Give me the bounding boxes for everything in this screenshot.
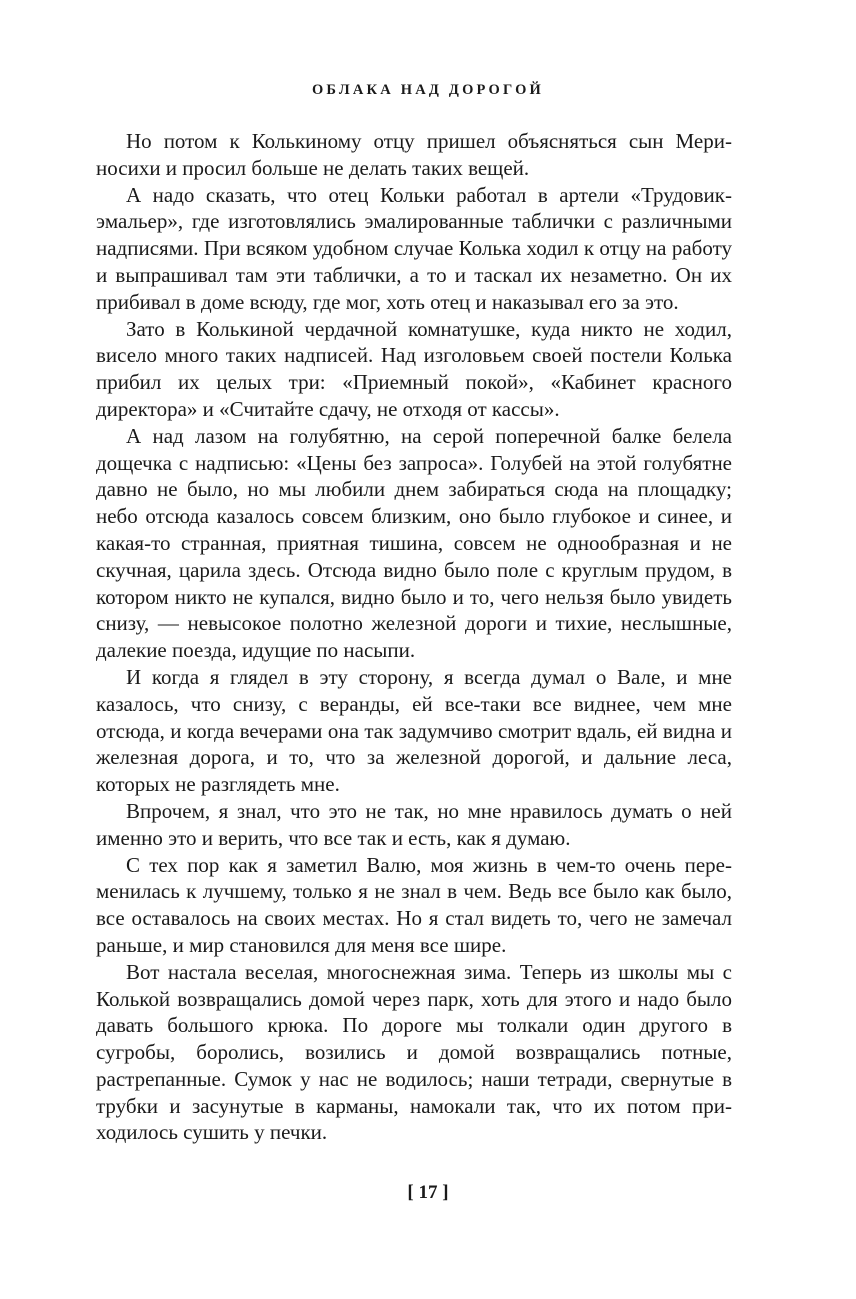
running-title: ОБЛАКА НАД ДОРОГОЙ [311,82,545,98]
paragraph: С тех пор как я заметил Валю, моя жизнь в чем-то очень переменилась к лучшему, только я не знал в чем. Ведь все было как было, все оставалось на своих местах. Но я стал видеть то, чего не замечал раньше, и мир становился для меня все шире. [96,852,732,957]
body-text [96,128,732,1146]
paragraph: Зато в Колькиной чердачной комнатушке, куда никто не ходил, висело много таких надписей. Над изголовьем своей постели Колька прибил их целых три: «Приемный покой», «Кабинет красного директора» и «Считайте сдачу, не отходя от кассы». [96,316,732,421]
paragraph: А над лазом на голубятню, на серой поперечной балке белела дощечка с надписью: «Цены без запроса». Голубей на этой голубятне давно не было, но мы любили днем забираться сюда на площадку; небо отсюда казалось совсем близким, оно было глубокое и синее, и какая-то странная, приятная тишина, совсем не однообразная и не скучная, царила здесь. Отсюда видно было поле с круглым прудом, в котором никто не купался, видно было и то, чего нельзя было увидеть снизу, — невысокое полотно железной дороги и тихие, неслышные, далекие поезда, идущие по насыпи. [96,423,732,663]
paragraph: И когда я глядел в эту сторону, я всегда думал о Вале, и мне казалось, что снизу, с веранды, ей все-таки все виднее, чем мне отсюда, и когда вечерами она так задумчиво смотрит вдаль, ей видна и железная дорога, и то, что за железной дорогой, и дальние леса, которых не разглядеть мне. [96,664,732,797]
paragraph: Вот настала веселая, многоснежная зима. Теперь из школы мы с Колькой возвращались домой через парк, хоть для этого и надо было давать большого крюка. По дороге мы толкали один другого в сугробы, боролись, возились и домой возвращались потные, растрепанные. Сумок у нас не водилось; наши тетради, свернутые в трубки и засунутые в карманы, намокали так, что их потом приходилось сушить у печки. [96,959,732,1145]
paragraph: Но потом к Колькиному отцу пришел объясняться сын Мериносихи и просил больше не делать таких вещей. [96,129,732,180]
paragraph: Впрочем, я знал, что это не так, но мне нравилось думать о ней именно это и верить, что все так и есть, как я думаю. [96,798,732,850]
page-number: [ 17 ] [407,1182,449,1203]
paragraph: А надо сказать, что отец Кольки работал в артели «Трудовик-эмальер», где изготовлялись эмалированные таблички с различными надписями. При всяком удобном случае Колька ходил к отцу на работу и выпрашивал там эти таблички, а то и таскал их незаметно. Он их прибивал в доме всюду, где мог, хоть отец и наказывал его за это. [96,182,732,314]
